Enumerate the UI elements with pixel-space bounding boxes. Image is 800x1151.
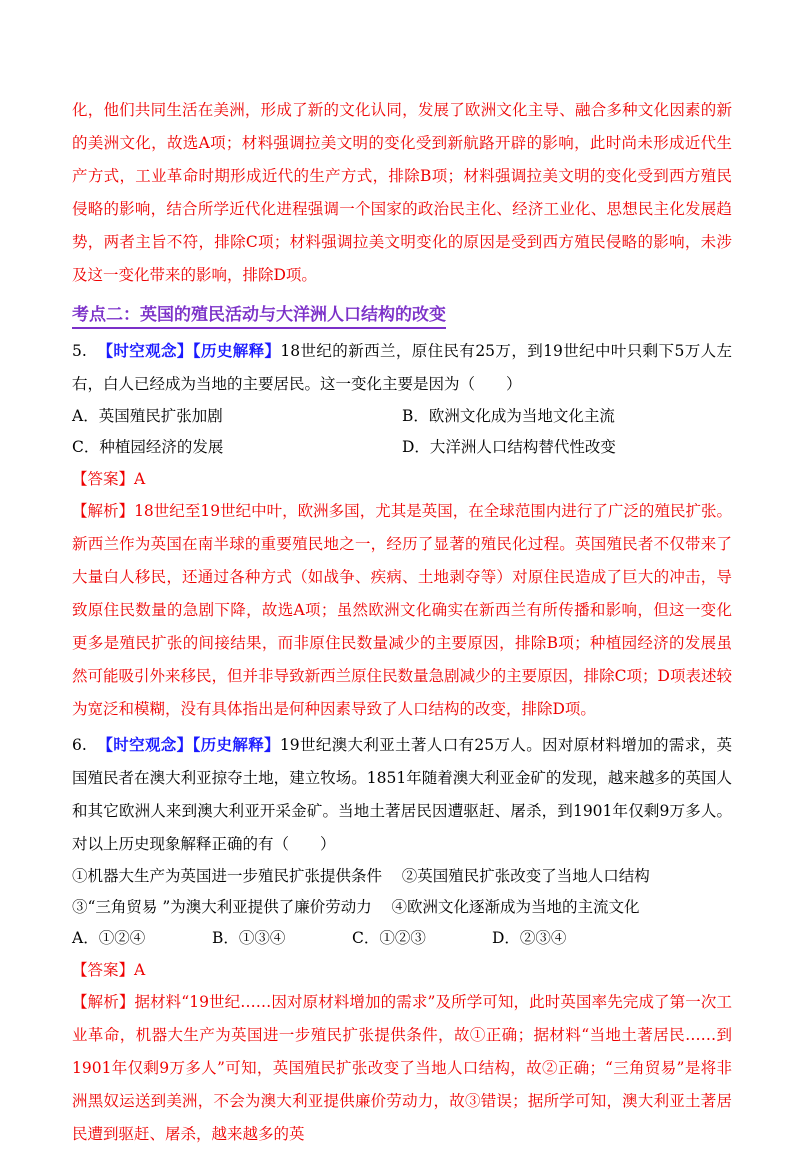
section-title-text: 考点二：英国的殖民活动与大洋洲人口结构的改变 bbox=[72, 305, 446, 329]
option-a: A．①②④ bbox=[72, 929, 146, 947]
page-content bbox=[72, 94, 732, 1151]
analysis-label: 【解析】 bbox=[72, 502, 135, 520]
statement-3: ③“三角贸易 ”为澳大利亚提供了廉价劳动力 bbox=[72, 898, 372, 916]
question-number: 5. bbox=[72, 342, 87, 360]
question-5-analysis bbox=[72, 495, 732, 726]
statement-2: ②英国殖民扩张改变了当地人口结构 bbox=[401, 867, 650, 885]
option-b: B．欧洲文化成为当地文化主流 bbox=[402, 407, 615, 425]
statement-1: ①机器大生产为英国进一步殖民扩张提供条件 bbox=[72, 867, 383, 885]
analysis-text: 据材料“19世纪……因对原材料增加的需求”及所学可知，此时英国率先完成了第一次工业革命，机器大生产为英国进一步殖民扩张提供条件，故①正确；据材料“当地土著居民……到1901年仅剩9万多人”可知，英国殖民扩张改变了当地人口结构，故②正确；“三角贸易”是将非洲黑奴运送到美洲，不会为澳大利亚提供廉价劳动力，故③错误；据所学可知，澳大利亚土著居民遭到驱赶、屠杀，越来越多的英 bbox=[72, 993, 732, 1143]
tag-history-explanation: 【历史解释】 bbox=[192, 735, 280, 754]
answer-value: A bbox=[134, 470, 146, 488]
question-6-stem bbox=[72, 728, 732, 861]
analysis-label: 【解析】 bbox=[72, 993, 135, 1011]
option-d: D．②③④ bbox=[492, 929, 567, 947]
answer-label: 【答案】 bbox=[72, 470, 135, 488]
option-a: A．英国殖民扩张加剧 bbox=[72, 407, 223, 425]
answer-label: 【答案】 bbox=[72, 961, 135, 979]
question-6-options bbox=[72, 923, 732, 954]
question-5-options-row-1 bbox=[72, 401, 732, 432]
question-stem-text: 19世纪澳大利亚土著人口有25万人。因对原材料增加的需求，英国殖民者在澳大利亚掠夺土地，建立牧场。1851年随着澳大利亚金矿的发现，越来越多的英国人和其它欧洲人来到澳大利亚开采金矿。当地土著居民因遭驱赶、屠杀，到1901年仅剩9万多人。对以上历史现象解释正确的有（ ） bbox=[72, 736, 732, 853]
option-b: B．①③④ bbox=[212, 929, 286, 947]
question-5-options-row-2 bbox=[72, 432, 732, 463]
analysis-text: 18世纪至19世纪中叶，欧洲多国，尤其是英国，在全球范围内进行了广泛的殖民扩张。新西兰作为英国在南半球的重要殖民地之一，经历了显著的殖民化过程。英国殖民者不仅带来了大量白人移民，还通过各种方式（如战争、疾病、土地剥夺等）对原住民造成了巨大的冲击，导致原住民数量的急剧下降，故选A项；虽然欧洲文化确实在新西兰有所传播和影响，但这一变化更多是殖民扩张的间接结果，而非原住民数量减少的主要原因，排除B项；种植园经济的发展虽然可能吸引外来移民，但并非导致新西兰原住民数量急剧减少的主要原因，排除C项；D项表述较为宽泛和模糊，没有具体指出是何种因素导致了人口结构的改变，排除D项。 bbox=[72, 502, 732, 718]
statements-row-1 bbox=[72, 861, 732, 892]
section-title bbox=[72, 298, 732, 332]
option-c: C．①②③ bbox=[352, 929, 426, 947]
statements-row-2 bbox=[72, 892, 732, 923]
question-number: 6. bbox=[72, 736, 87, 754]
question-5-stem bbox=[72, 334, 732, 401]
option-c: C．种植园经济的发展 bbox=[72, 438, 224, 456]
question-6-analysis bbox=[72, 986, 732, 1151]
statement-4: ④欧洲文化逐渐成为当地的主流文化 bbox=[391, 898, 640, 916]
question-6-answer bbox=[72, 954, 732, 986]
answer-value: A bbox=[134, 961, 146, 979]
option-d: D．大洋洲人口结构替代性改变 bbox=[402, 438, 616, 456]
previous-analysis-text: 化，他们共同生活在美洲，形成了新的文化认同，发展了欧洲文化主导、融合多种文化因素的新的美洲文化，故选A项；材料强调拉美文明的变化受到新航路开辟的影响，此时尚未形成近代生产方式，工业革命时期形成近代的生产方式，排除B项；材料强调拉美文明的变化受到西方殖民侵略的影响，结合所学近代化进程强调一个国家的政治民主化、经济工业化、思想民主化发展趋势，两者主旨不符，排除C项；材料强调拉美文明变化的原因是受到西方殖民侵略的影响，未涉及这一变化带来的影响，排除D项。 bbox=[72, 101, 732, 284]
question-5-answer bbox=[72, 463, 732, 495]
tag-history-explanation: 【历史解释】 bbox=[192, 341, 281, 360]
question-stem-text: 18世纪的新西兰，原住民有25万，到19世纪中叶只剩下5万人左右，白人已经成为当地的主要居民。这一变化主要是因为（ ） bbox=[72, 342, 732, 393]
tag-spacetime: 【时空观念】 bbox=[97, 341, 193, 360]
tag-spacetime: 【时空观念】 bbox=[97, 735, 193, 754]
